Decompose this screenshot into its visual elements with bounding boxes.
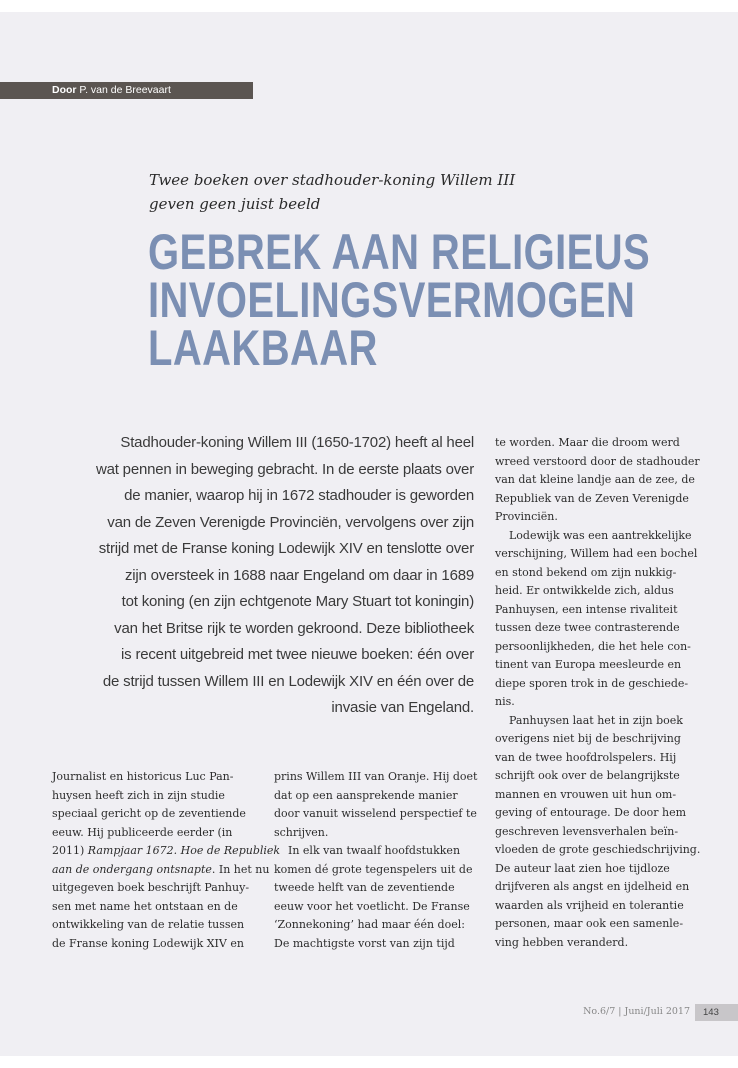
intro-line: wat pennen in beweging gebracht. In de eerste plaats over xyxy=(95,460,474,478)
body-line: van dat kleine landje aan de zee, de xyxy=(495,473,695,486)
headline xyxy=(148,224,651,376)
intro-line: strijd met de Franse koning Lodewijk XIV en tenslotte over xyxy=(98,540,474,557)
body-line: prins Willem III van Oranje. Hij doet xyxy=(274,770,478,783)
body-line: Panhuysen, een intense rivaliteit xyxy=(495,602,678,616)
body-text: . In het nu xyxy=(211,862,270,876)
body-line: overigens niet bij de beschrijving xyxy=(495,732,681,745)
body-line xyxy=(52,842,281,861)
intro-line: Stadhouder-koning Willem III (1650-1702) heeft al heel xyxy=(120,434,474,451)
body-line: ving hebben veranderd. xyxy=(495,935,629,949)
kicker xyxy=(149,168,569,216)
body-line: en stond bekend om zijn nukkig- xyxy=(495,565,677,579)
body-line: In elk van twaalf hoofdstukken xyxy=(288,844,461,857)
body-column-3 xyxy=(495,434,710,952)
body-line: te worden. Maar die droom werd xyxy=(495,436,680,449)
body-line: geving of entourage. De door hem xyxy=(495,806,687,819)
byline-bar xyxy=(0,82,253,99)
body-line: ontwikkeling van de relatie tussen xyxy=(52,918,245,931)
intro-paragraph xyxy=(90,430,474,722)
book-title: aan de ondergang ontsnapte xyxy=(52,862,212,876)
intro-line: tot koning (en zijn echtgenote Mary Stuart tot koningin) xyxy=(121,593,474,610)
body-line: ‘Zonnekoning’ had maar één doel: xyxy=(274,918,465,931)
body-line: schrijven. xyxy=(274,825,329,839)
body-column-1 xyxy=(52,768,281,953)
body-line: schrijft ook over de belangrijkste xyxy=(495,769,680,782)
body-line: de Franse koning Lodewijk XIV en xyxy=(52,936,244,950)
body-line: wreed verstoord door de stadhouder xyxy=(495,454,700,468)
headline-line: LAAKBAAR xyxy=(148,320,378,376)
body-line: dat op een aansprekende manier xyxy=(274,788,458,802)
headline-line: INVOELINGSVERMOGEN xyxy=(148,272,636,328)
intro-line: van de Zeven Verenigde Provinciën, vervolgens over zijn xyxy=(107,513,474,531)
body-line: van de twee hoofdrolspelers. Hij xyxy=(495,750,677,764)
body-text: 2011) xyxy=(52,844,88,857)
body-line: vloeden de grote geschiedschrijving. xyxy=(495,843,701,856)
intro-line: zijn oversteek in 1688 naar Engeland om daar in 1689 xyxy=(124,566,474,584)
book-title: Rampjaar 1672. Hoe de Republiek xyxy=(87,844,281,857)
body-line: De machtigste vorst van zijn tijd xyxy=(274,936,455,950)
body-line: Journalist en historicus Luc Pan- xyxy=(52,770,234,783)
body-line: heid. Er ontwikkelde zich, aldus xyxy=(495,584,674,597)
headline-line: GEBREK AAN RELIGIEUS xyxy=(148,224,651,280)
body-line: nis. xyxy=(495,695,515,708)
body-line: Lodewijk was een aantrekkelijke xyxy=(509,528,692,542)
byline-author: P. van de Breevaart xyxy=(79,84,171,96)
intro-line: de manier, waarop hij in 1672 stadhouder is geworden xyxy=(124,487,474,504)
body-line: speciaal gericht op de zeventiende xyxy=(52,807,246,820)
body-line: drijfveren als angst en ijdelheid en xyxy=(495,880,690,893)
body-line: tinent van Europa meesleurde en xyxy=(495,658,682,671)
body-line: eeuw. Hij publiceerde eerder (in xyxy=(52,825,233,839)
body-line: Provinciën. xyxy=(495,510,558,523)
intro-line: van het Britse rijk te worden gekroond. Deze bibliotheek xyxy=(114,619,474,637)
body-line: komen dé grote tegenspelers uit de xyxy=(274,862,473,876)
body-column-2 xyxy=(274,768,478,953)
body-line: Panhuysen laat het in zijn boek xyxy=(509,713,683,727)
body-line: persoonlijkheden, die het hele con- xyxy=(495,639,691,653)
body-line: personen, maar ook een samenle- xyxy=(495,917,684,930)
body-line: eeuw voor het voetlicht. De Franse xyxy=(274,899,470,913)
body-line: uitgegeven boek beschrijft Panhuy- xyxy=(52,881,250,894)
body-line: Republiek van de Zeven Verenigde xyxy=(495,491,689,505)
kicker-line: geven geen juist beeld xyxy=(149,195,321,213)
body-line: sen met name het ontstaan en de xyxy=(52,899,238,913)
kicker-line: Twee boeken over stadhouder-koning Willem III xyxy=(149,171,516,189)
body-line xyxy=(52,861,270,880)
intro-line: is recent uitgebreid met twee nieuwe boeken: één over xyxy=(121,646,474,663)
body-line: tweede helft van de zeventiende xyxy=(274,881,455,894)
intro-line: invasie van Engeland. xyxy=(331,699,474,716)
body-line: tussen deze twee contrasterende xyxy=(495,621,680,634)
body-line: De auteur laat zien hoe tijdloze xyxy=(495,861,670,875)
body-line: waarden als vrijheid en tolerantie xyxy=(495,898,684,912)
page-number: 143 xyxy=(695,1004,738,1021)
body-line: mannen en vrouwen uit hun om- xyxy=(495,787,677,801)
byline-prefix: Door xyxy=(52,84,77,96)
body-line: diepe sporen trok in de geschiede- xyxy=(495,676,689,690)
body-line: huysen heeft zich in zijn studie xyxy=(52,788,225,802)
body-line: door vanuit wisselend perspectief te xyxy=(274,807,477,820)
body-line: geschreven levensverhalen beïn- xyxy=(495,824,679,838)
issue-info: No.6/7 | Juni/Juli 2017 xyxy=(583,1006,690,1017)
intro-line: de strijd tussen Willem III en Lodewijk XIV en één over de xyxy=(102,672,474,690)
body-line: verschijning, Willem had een bochel xyxy=(495,547,698,560)
